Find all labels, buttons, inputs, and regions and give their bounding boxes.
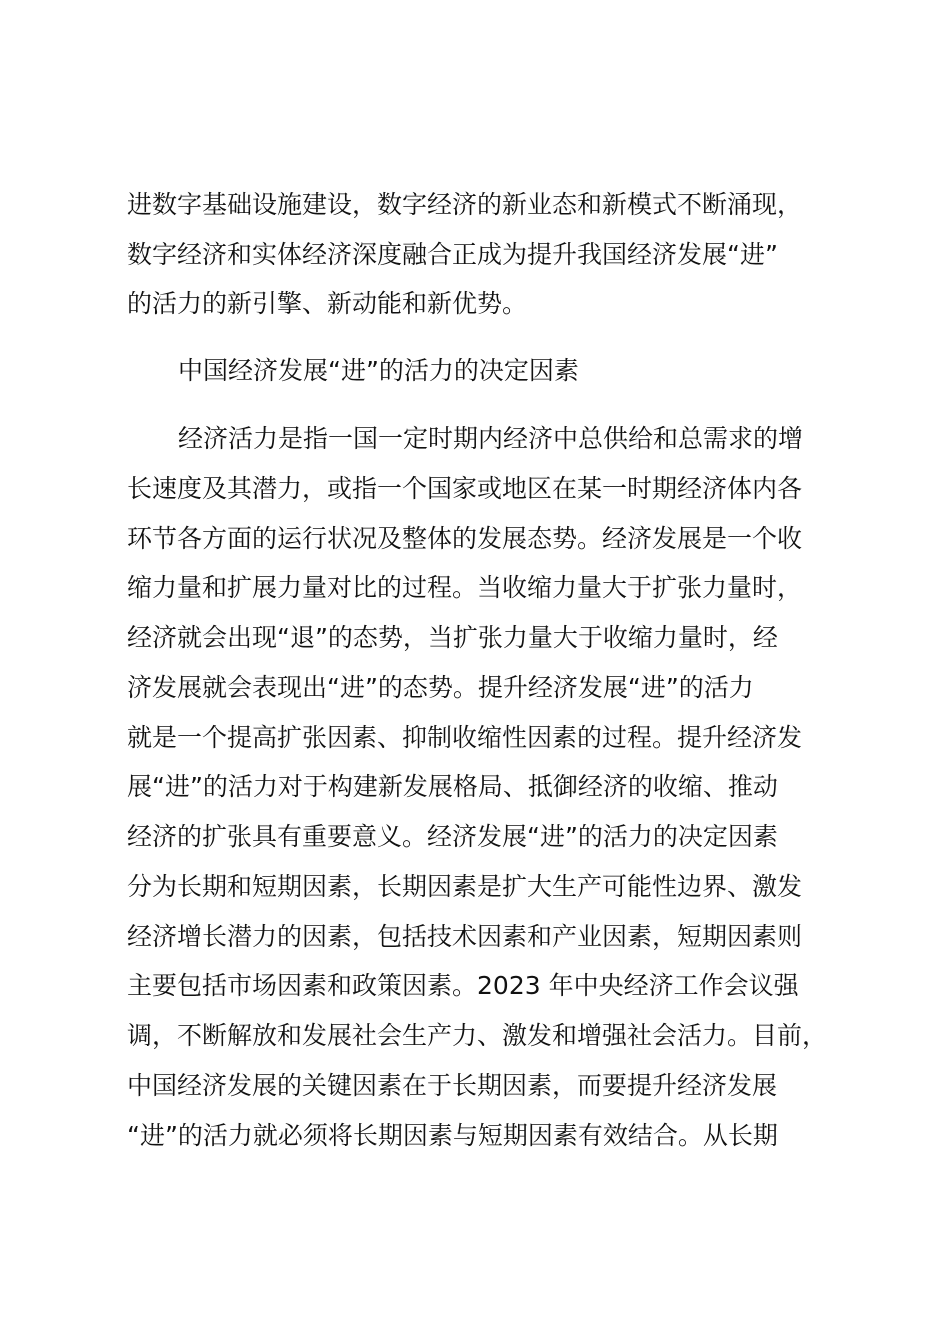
paragraph-2-line: 调，不断解放和发展社会生产力、激发和增强社会活力。目前， <box>127 1021 828 1050</box>
paragraph-1-line: 进数字基础设施建设，数字经济的新业态和新模式不断涌现， <box>127 190 803 219</box>
paragraph-2-line: 经济活力是指一国一定时期内经济中总供给和总需求的增 <box>178 424 804 453</box>
paragraph-1-line: 的活力的新引擎、新动能和新优势。 <box>127 289 528 318</box>
paragraph-2-line: 济发展就会表现出“进”的态势。提升经济发展“进”的活力 <box>127 673 754 702</box>
paragraph-2-line: 展“进”的活力对于构建新发展格局、抵御经济的收缩、推动 <box>127 772 778 801</box>
paragraph-2-line: 分为长期和短期因素，长期因素是扩大生产可能性边界、激发 <box>127 872 803 901</box>
paragraph-2-line: 经济就会出现“退”的态势，当扩张力量大于收缩力量时，经 <box>127 623 778 652</box>
paragraph-2-line: 长速度及其潜力，或指一个国家或地区在某一时期经济体内各 <box>127 474 803 503</box>
paragraph-2-line: 主要包括市场因素和政策因素。2023 年中央经济工作会议强 <box>127 971 799 1000</box>
paragraph-2-line: 经济的扩张具有重要意义。经济发展“进”的活力的决定因素 <box>127 822 778 851</box>
paragraph-2-line: 经济增长潜力的因素，包括技术因素和产业因素，短期因素则 <box>127 922 803 951</box>
paragraph-2-line: “进”的活力就必须将长期因素与短期因素有效结合。从长期 <box>127 1121 778 1150</box>
paragraph-2-line: 就是一个提高扩张因素、抑制收缩性因素的过程。提升经济发 <box>127 723 803 752</box>
section-heading: 中国经济发展“进”的活力的决定因素 <box>178 356 579 385</box>
paragraph-1-line: 数字经济和实体经济深度融合正成为提升我国经济发展“进” <box>127 240 778 269</box>
paragraph-2-line: 缩力量和扩展力量对比的过程。当收缩力量大于扩张力量时， <box>127 573 803 602</box>
paragraph-2-line: 环节各方面的运行状况及整体的发展态势。经济发展是一个收 <box>127 524 803 553</box>
paragraph-2-line: 中国经济发展的关键因素在于长期因素，而要提升经济发展 <box>127 1071 778 1100</box>
